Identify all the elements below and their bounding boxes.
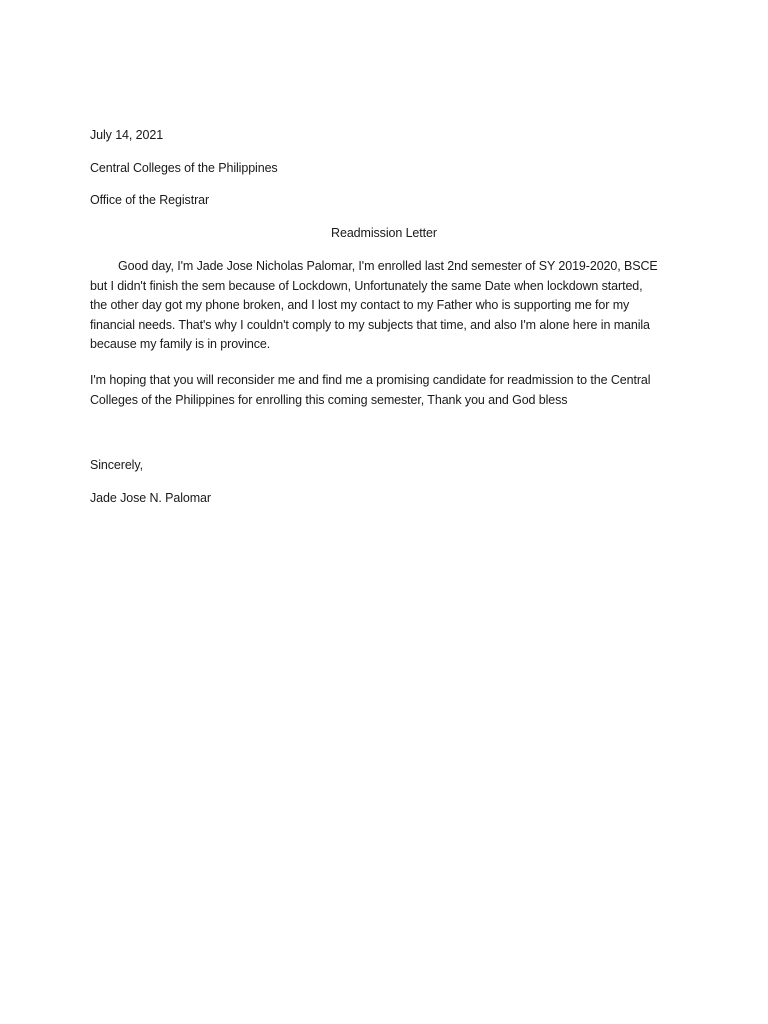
- recipient-office: Office of the Registrar: [90, 193, 210, 207]
- body-paragraph-2: [90, 371, 690, 410]
- paragraph-line: Good day, I'm Jade Jose Nicholas Palomar, I'm enrolled last 2nd semester of SY 2019-2020, BSCE: [118, 259, 658, 273]
- closing-salutation: Sincerely,: [90, 458, 143, 472]
- letter-subject: Readmission Letter: [331, 226, 437, 240]
- paragraph-line: because my family is in province.: [90, 337, 271, 352]
- body-paragraph-1: [90, 257, 690, 355]
- paragraph-line: the other day got my phone broken, and I lost my contact to my Father who is supporting me for my: [90, 298, 630, 313]
- signature-name: Jade Jose N. Palomar: [90, 491, 211, 505]
- paragraph-line: I'm hoping that you will reconsider me and find me a promising candidate for readmission to the Central: [90, 373, 651, 387]
- recipient-name: Central Colleges of the Philippines: [90, 161, 278, 175]
- paragraph-line: but I didn't finish the sem because of Lockdown, Unfortunately the same Date when lockdown started,: [90, 278, 643, 293]
- paragraph-line: Colleges of the Philippines for enrolling this coming semester, Thank you and God bless: [90, 392, 568, 407]
- letter-date: July 14, 2021: [90, 128, 164, 142]
- paragraph-line: financial needs. That's why I couldn't comply to my subjects that time, and also I'm alone here in manila: [90, 317, 650, 332]
